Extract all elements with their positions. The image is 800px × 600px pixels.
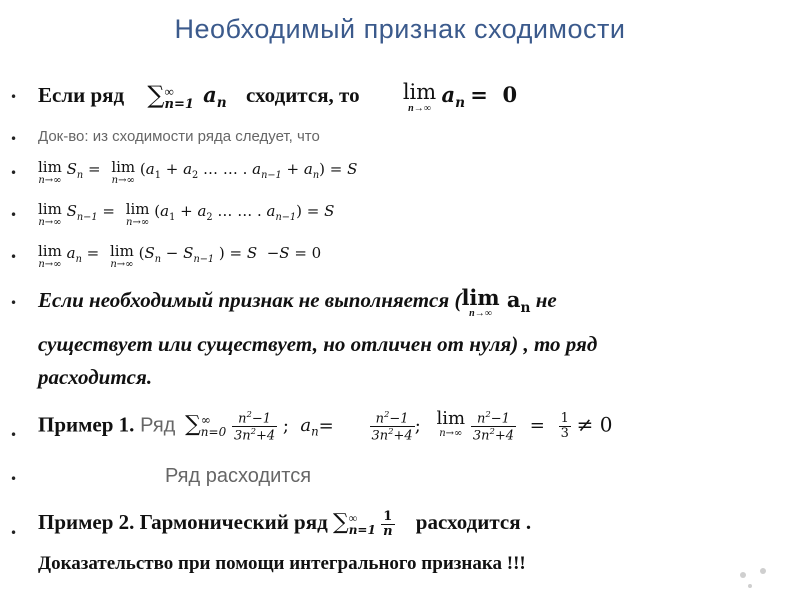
criterion-part1: Если необходимый признак не выполняется ( <box>38 288 462 312</box>
criterion-part2: не <box>535 288 557 312</box>
bullet-9: • <box>10 526 18 540</box>
example1-label: Пример 1. <box>38 412 135 437</box>
line1-mid: сходится, то <box>245 83 360 107</box>
bullet-2: • <box>10 132 18 146</box>
example2-suffix: расходится . <box>415 509 532 534</box>
formula-line-4: lim n→∞ $S_{n-1}$ = lim n→∞ ($a_1 + a_2$ … … . $a_{n-1}) = S$ <box>38 200 335 228</box>
decorative-dot <box>760 568 766 574</box>
limit-expression: lim n→∞ <box>402 80 437 114</box>
proof-intro: Док-во: из сходимости ряда следует, что <box>38 128 320 145</box>
bullet-8: • <box>10 472 18 486</box>
bullet-4: • <box>10 208 18 222</box>
example-2: Пример 2. Гармонический ряд ∑ ∞ n=1 $\frac{1}{n}$ расходится . <box>38 509 532 539</box>
necessary-criterion-text-3: расходится. <box>38 365 153 389</box>
necessary-criterion-text-2: существует или существует, но отличен от нуля) , то ряд <box>38 332 598 356</box>
line1-prefix: Если ряд <box>38 83 125 107</box>
decorative-dot <box>740 572 746 578</box>
example2-label: Пример 2. Гармонический ряд <box>38 509 328 534</box>
slide-title: Необходимый признак сходимости <box>174 14 626 44</box>
example1-text: Ряд <box>140 414 176 437</box>
bullet-6: • <box>10 296 18 310</box>
formula-line-5: lim n→∞ $a_n$ = lim n→∞ ($S_n - S_{n-1}$ ) = S −S = 0 <box>38 242 322 270</box>
sum-expression: ∑ ∞ n=1 <box>147 81 194 113</box>
proof-text: Доказательство при помощи интегрального признака !!! <box>38 553 526 574</box>
decorative-dot <box>748 584 752 588</box>
bullet-3: • <box>10 166 18 180</box>
example-1: Пример 1. Ряд ∑ ∞ n=0 $\frac{n^2-1}{3n^2+4}$ ; $a_n=$ $\frac{n^2-1}{3n^2+4}$ ; lim n→∞ $\frac{n^2-1}{3n^2+4}$ = $\frac{1}{3}$ ≠ 0 <box>38 408 613 444</box>
necessary-criterion-text-1: Если необходимый признак не выполняется ( lim n→∞ $a_n$ не <box>38 285 557 319</box>
bullet-1: • <box>10 90 18 104</box>
diverges-text: Ряд расходится <box>165 465 312 487</box>
bullet-5: • <box>10 250 18 264</box>
formula-line-3: lim n→∞ $S_n$ = lim n→∞ ($a_1 + a_2$ … … . $a_{n-1} + a_n) = S$ <box>38 158 358 186</box>
bullet-7: • <box>10 428 18 442</box>
line-1: Если ряд ∑ ∞ n=1 $a_n$ сходится, то lim n→∞ $a_n = 0$ <box>38 80 518 114</box>
